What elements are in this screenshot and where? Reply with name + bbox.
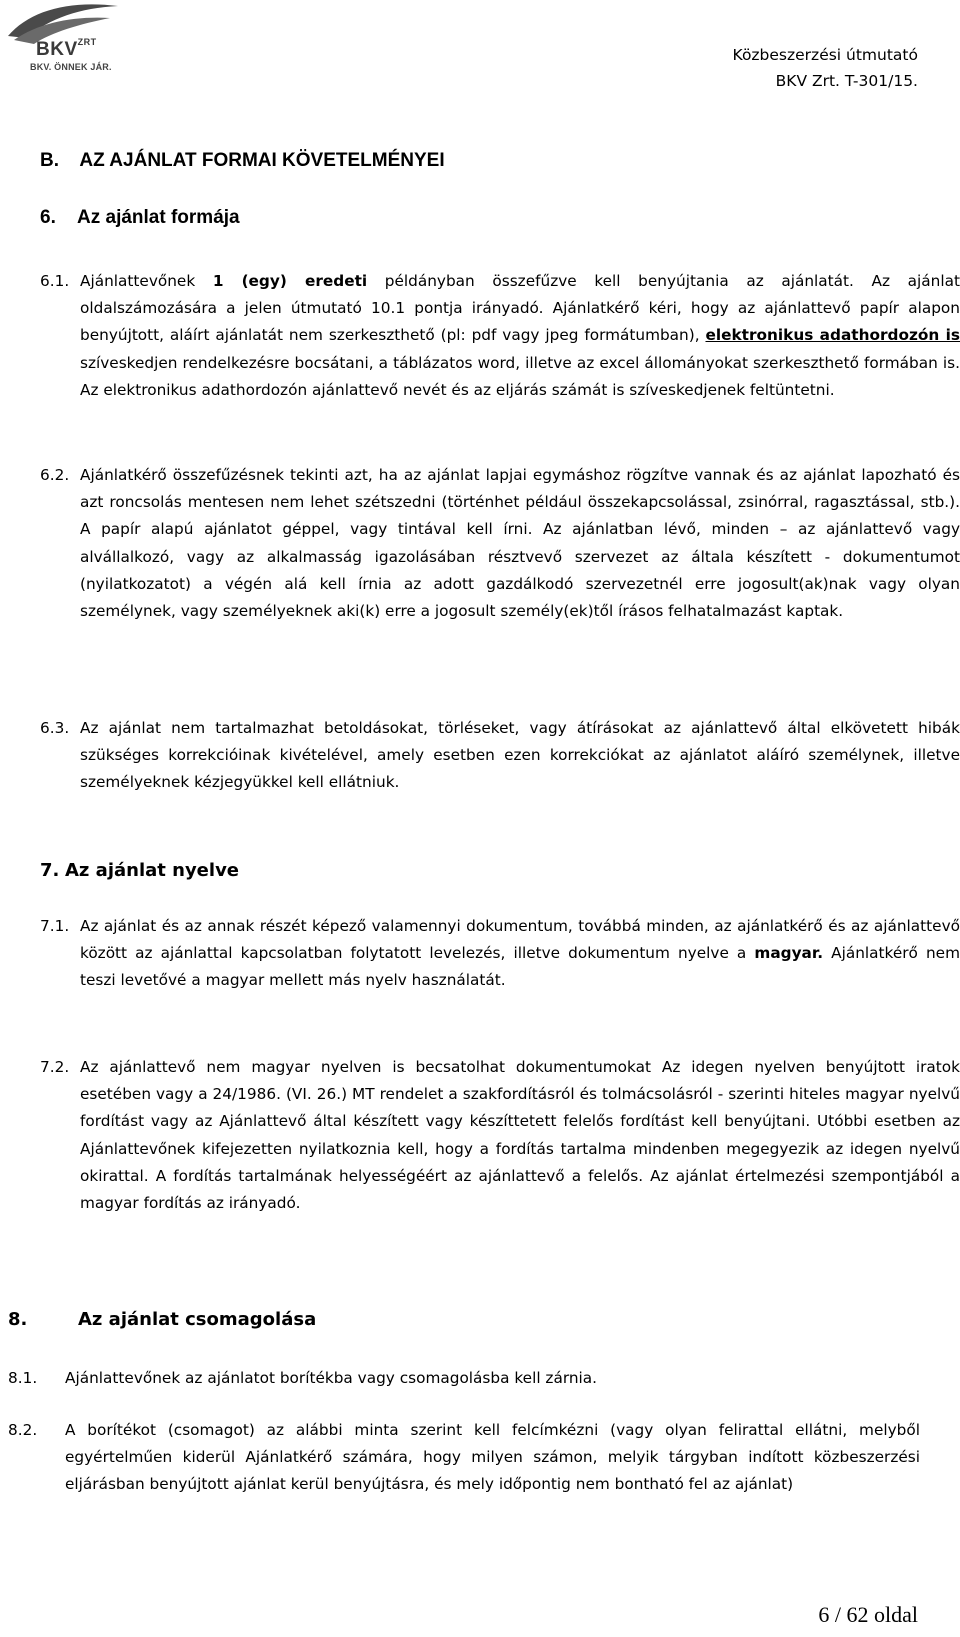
paragraph-text: A borítékot (csomagot) az alábbi minta szerint kell felcímkézni (vagy olyan felirattal ellátni, melyből egyértelműen kiderül Ajánlatkérő számára, hogy milyen számon, melyik tárgyban indított közbeszerzési eljárásban benyújtott ajánlat kerül benyújtásra, és mely időpontig nem bontható fel az ajánlat) <box>65 1421 920 1494</box>
paragraph-number: 8.2. <box>8 1421 38 1439</box>
doc-reference: BKV Zrt. T-301/15. <box>775 72 918 90</box>
section-6-title: Az ajánlat formája <box>77 207 240 228</box>
paragraph-7-2 <box>40 1054 960 1249</box>
paragraph-number: 6.2. <box>40 466 70 484</box>
paragraph-6-1 <box>40 268 960 458</box>
paragraph-8-1 <box>8 1365 920 1395</box>
paragraph-7-1 <box>40 913 960 1023</box>
paragraph-6-3 <box>40 715 960 800</box>
section-b-title: B. AZ AJÁNLAT FORMAI KÖVETELMÉNYEI <box>40 150 445 171</box>
paragraph-text: Az ajánlat nem tartalmazhat betoldásokat, törléseket, vagy átírásokat az ajánlattevő által elkövetett hibák szükséges korrekcióinak kivételével, amely esetben ezen korrekciókat az ajánlatot aláíró személynek, illetve személyeknek kézjegyükkel kell ellátniuk. <box>80 719 960 792</box>
bkv-logo <box>0 0 128 70</box>
paragraph-text: Az ajánlat és az annak részét képező valamennyi dokumentum, továbbá minden, az ajánlatkérő és az ajánlattevő között az ajánlattal kapcsolatban folytatott levelezés, illetve dokumentum nyelve a magyar. Ajánlatkérő nem teszi levetővé a magyar mellett más nyelv használatát. <box>80 917 960 990</box>
section-7-number: 7. <box>40 860 60 881</box>
paragraph-6-2 <box>40 462 960 707</box>
paragraph-text: Ajánlattevőnek 1 (egy) eredeti példányban összefűzve kell benyújtania az ajánlatát. Az ajánlat oldalszámozására a jelen útmutató 10.1 pontja irányadó. Ajánlatkérő kéri, hogy az ajánlattevő papír alapon benyújtott, aláírt ajánlatát nem szerkeszthető (pl: pdf vagy jpeg formátumban), elektronikus adathordozón is szíveskedjen rendelkezésre bocsátani, a táblázatos word, illetve az excel állományokat szerkeszthető formában is. Az elektronikus adathordozón ajánlattevő nevét és az eljárás számát is szíveskedjenek feltüntetni. <box>80 272 960 399</box>
paragraph-text: Ajánlattevőnek az ajánlatot borítékba vagy csomagolásba kell zárnia. <box>65 1369 598 1387</box>
paragraph-number: 7.1. <box>40 917 70 935</box>
doc-title: Közbeszerzési útmutató <box>732 46 918 64</box>
section-7-title: Az ajánlat nyelve <box>65 860 240 881</box>
section-8-title: Az ajánlat csomagolása <box>78 1309 317 1330</box>
paragraph-8-2 <box>8 1417 920 1529</box>
paragraph-text: Az ajánlattevő nem magyar nyelven is becsatolhat dokumentumokat Az idegen nyelven benyújtott iratok esetében vagy a 24/1986. (VI. 26.) MT rendelet a szakfordításról és tolmácsolásról - szerinti hiteles magyar nyelvű fordítást vagy az Ajánlattevő által készített vagy készíttetett felelős fordítást kell benyújtani. Utóbbi esetben az Ajánlattevőnek kifejezetten nyilatkoznia kell, hogy a fordítás tartalma mindenben megegyezik az idegen nyelvű okirattal. A fordítás tartalmának helyességéért az ajánlattevő a felelős. Az ajánlat értelmezési szempontjából a magyar fordítás az irányadó. <box>80 1058 960 1213</box>
section-8-number: 8. <box>8 1309 28 1330</box>
paragraph-text: Ajánlatkérő összefűzésnek tekinti azt, ha az ajánlat lapjai egymáshoz rögzítve vannak és az ajánlat lapozható és azt roncsolás mentesen nem lehet szétszedni (történhet például összekapcsolással, zsinórral, ragasztással, stb.). A papír alapú ajánlatot géppel, vagy tintával kell írni. Az ajánlatban lévő, minden – az ajánlattevő vagy alvállalkozó, vagy az alkalmasság igazolásában résztvevő szervezet az általa készített - dokumentumot (nyilatkozatot) a végén alá kell írnia az adott gazdálkodó szervezetnél erre jogosult(ak)nak vagy olyan személynek, vagy személyeknek aki(k) erre a jogosult személy(ek)től írásos felhatalmazást kaptak. <box>80 466 960 621</box>
paragraph-number: 8.1. <box>8 1369 38 1387</box>
section-6-number: 6. <box>40 207 56 228</box>
document-header <box>733 42 918 94</box>
logo-text: $BKV^{ZRT}$ <box>36 37 97 60</box>
paragraph-number: 6.1. <box>40 272 70 290</box>
logo-tagline: BKV. ÖNNEK JÁR. <box>30 62 112 72</box>
page-number: 6 / 62 oldal <box>818 1602 918 1627</box>
paragraph-number: 6.3. <box>40 719 70 737</box>
paragraph-number: 7.2. <box>40 1058 70 1076</box>
